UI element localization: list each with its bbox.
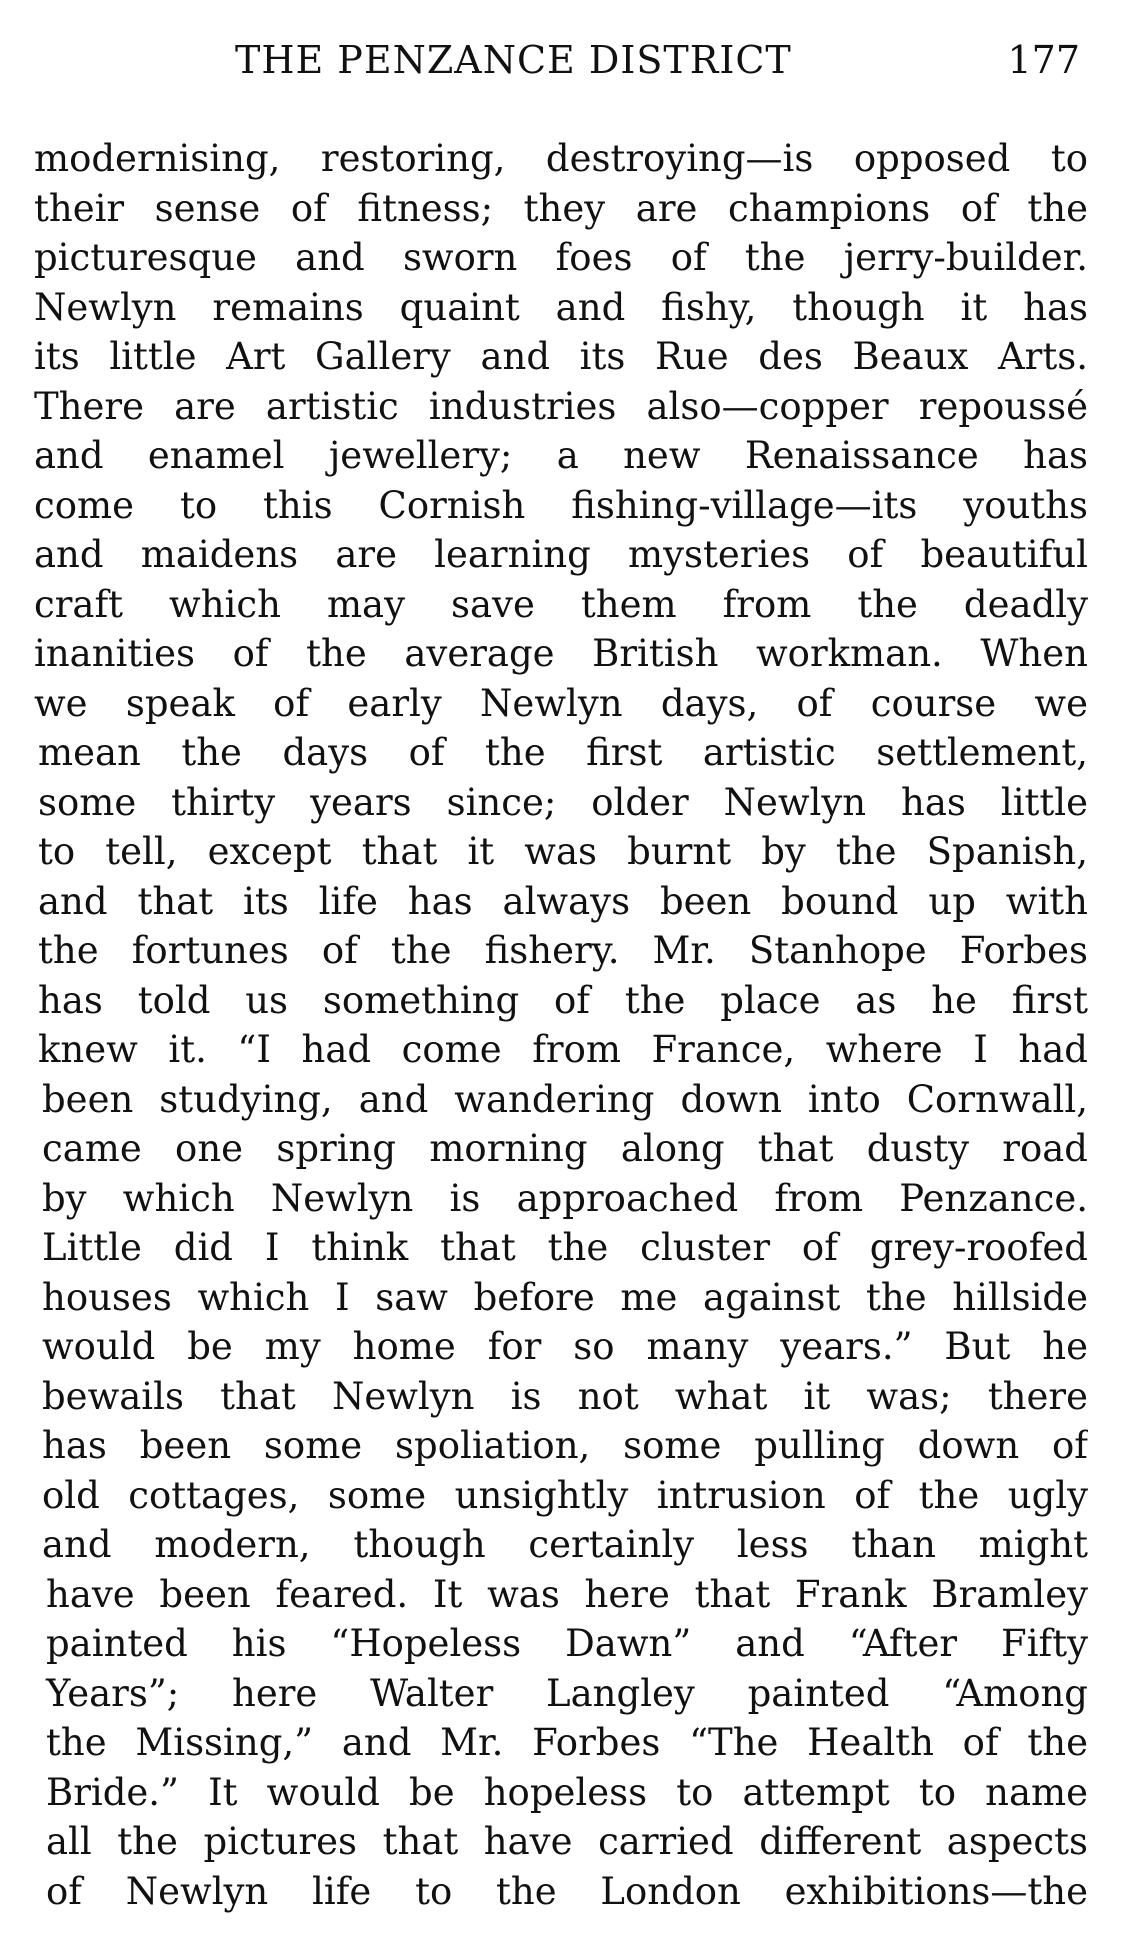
text-line: the Missing,” and Mr. Forbes “The Health of the: [46, 1721, 1088, 1764]
text-line: by which Newlyn is approached from Penzance.: [42, 1176, 1088, 1220]
page-header: [40, 38, 1080, 88]
body-text: [34, 134, 1088, 1916]
text-line: their sense of fitness; they are champions of the: [34, 186, 1088, 230]
text-line: old cottages, some unsightly intrusion of the ugly: [42, 1473, 1088, 1517]
text-line: to tell, except that it was burnt by the Spanish,: [38, 830, 1088, 873]
text-line: has been some spoliation, some pulling down of: [42, 1424, 1088, 1467]
text-line: come to this Cornish fishing-village—its youths: [34, 483, 1088, 527]
text-line: picturesque and sworn foes of the jerry-builder.: [34, 236, 1088, 279]
text-line: Years”; here Walter Langley painted “Among: [46, 1671, 1088, 1715]
text-line: mean the days of the first artistic settlement,: [38, 731, 1088, 774]
text-line: been studying, and wandering down into Cornwall,: [42, 1077, 1088, 1121]
page-number: 177: [1007, 38, 1080, 82]
running-head: THE PENZANCE DISTRICT: [235, 38, 792, 82]
text-line: all the pictures that have carried different aspects: [46, 1820, 1088, 1863]
text-line: There are artistic industries also—copper repoussé: [34, 384, 1088, 428]
text-line: Newlyn remains quaint and fishy, though it has: [34, 285, 1088, 329]
text-line: bewails that Newlyn is not what it was; there: [42, 1374, 1088, 1418]
text-line: has told us something of the place as he first: [38, 978, 1088, 1022]
text-line: houses which I saw before me against the hillside: [42, 1275, 1088, 1319]
text-line: the fortunes of the fishery. Mr. Stanhope Forbes: [38, 929, 1088, 972]
text-line: and that its life has always been bound up with: [38, 879, 1088, 923]
text-line: of Newlyn life to the London exhibitions—the: [46, 1869, 1088, 1913]
text-line: we speak of early Newlyn days, of course we: [34, 681, 1088, 725]
text-line: craft which may save them from the deadly: [34, 582, 1088, 626]
text-line: would be my home for so many years.” But he: [42, 1325, 1088, 1368]
text-line: and maidens are learning mysteries of beautiful: [34, 533, 1088, 576]
text-line: came one spring morning along that dusty road: [42, 1127, 1088, 1170]
text-line: Little did I think that the cluster of grey-roofed: [42, 1226, 1088, 1269]
text-line: modernising, restoring, destroying—is opposed to: [34, 137, 1088, 180]
text-line: knew it. “I had come from France, where I had: [38, 1028, 1088, 1071]
text-line: its little Art Gallery and its Rue des Beaux Arts.: [34, 335, 1088, 378]
text-line: painted his “Hopeless Dawn” and “After Fifty: [46, 1622, 1088, 1665]
text-line: inanities of the average British workman. When: [34, 632, 1088, 675]
text-line: and modern, though certainly less than might: [42, 1523, 1088, 1566]
text-line: have been feared. It was here that Frank Bramley: [46, 1572, 1088, 1616]
text-line: Bride.” It would be hopeless to attempt to name: [46, 1770, 1088, 1814]
text-line: and enamel jewellery; a new Renaissance has: [34, 434, 1088, 477]
text-line: some thirty years since; older Newlyn has little: [38, 780, 1088, 824]
